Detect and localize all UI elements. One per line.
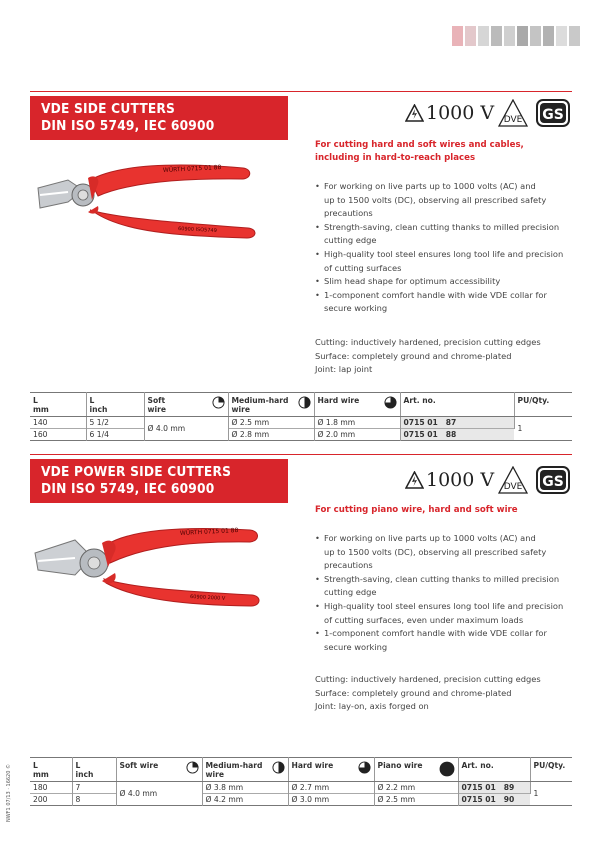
- table-row: [30, 782, 572, 794]
- product1-certifications: [405, 99, 570, 127]
- cell-soft-wire: Ø 4.0 mm: [116, 782, 202, 806]
- cell-hard-wire: Ø 1.8 mm: [314, 417, 400, 429]
- feature-item: [315, 532, 570, 573]
- col-medium-wire: Medium-hard wire: [228, 393, 314, 417]
- spec-line: Joint: lay-on, axis forged on: [315, 701, 429, 712]
- high-voltage-warning-icon: [405, 104, 424, 122]
- svg-text:DVE: DVE: [503, 482, 523, 492]
- col-art-no: Art. no.: [458, 758, 530, 782]
- cell-medium-wire: Ø 3.8 mm: [202, 782, 288, 794]
- feature-item: [315, 600, 570, 627]
- col-soft-wire: Soft wire: [116, 758, 202, 782]
- cell-l-mm: 200: [30, 794, 72, 806]
- feature-item: [315, 627, 570, 654]
- product1-title: VDE SIDE CUTTERS: [41, 101, 176, 117]
- product2-subtitle-line: For cutting piano wire, hard and soft wire: [315, 505, 518, 515]
- product2-title-banner: [30, 459, 288, 503]
- cell-medium-wire: Ø 4.2 mm: [202, 794, 288, 806]
- col-piano-wire: Piano wire: [374, 758, 458, 782]
- feature-line: • Slim head shape for optimum accessibility: [324, 276, 501, 287]
- col-l-mm: L mm: [30, 393, 86, 417]
- cell-hard-wire: Ø 3.0 mm: [288, 794, 374, 806]
- feature-line: of cutting surfaces, even under maximum loads: [324, 614, 524, 625]
- feature-line: • Strength-saving, clean cutting thanks to milled precision: [324, 573, 560, 584]
- cell-l-inch: 7: [72, 782, 116, 794]
- power-side-cutters-image: [30, 515, 270, 615]
- product2-table: [30, 757, 572, 806]
- feature-line: of cutting surfaces: [324, 262, 402, 273]
- feature-line: precautions: [324, 560, 373, 571]
- cell-piano-wire: Ø 2.5 mm: [374, 794, 458, 806]
- cell-piano-wire: Ø 2.2 mm: [374, 782, 458, 794]
- spec-line: Joint: lap joint: [315, 364, 373, 375]
- table-header-row: [30, 758, 572, 782]
- feature-line: up to 1500 volts (DC), observing all prescribed safety: [324, 546, 547, 557]
- feature-line: cutting edge: [324, 587, 377, 598]
- cell-pu-qty: 1: [514, 417, 572, 441]
- gs-mark-icon: [536, 466, 570, 494]
- col-pu-qty: PU/Qty.: [514, 393, 572, 417]
- gs-mark-icon: [536, 99, 570, 127]
- handle-print-2: 60900 2000 V: [189, 594, 226, 602]
- product2-certifications: [405, 466, 570, 494]
- cell-art-no: 0715 01 90: [458, 794, 530, 806]
- cell-soft-wire: Ø 4.0 mm: [144, 417, 228, 441]
- feature-line: • 1-component comfort handle with wide VDE collar for: [324, 628, 547, 639]
- cell-hard-wire: Ø 2.0 mm: [314, 429, 400, 441]
- cell-medium-wire: Ø 2.5 mm: [228, 417, 314, 429]
- product1-subtitle-line: For cutting hard and soft wires and cables,: [315, 140, 524, 150]
- col-medium-wire: Medium-hard wire: [202, 758, 288, 782]
- handle-print: WÜRTH 0715 01 88: [179, 526, 239, 537]
- feature-line: cutting edge: [324, 235, 377, 246]
- product2-title: VDE POWER SIDE CUTTERS: [41, 464, 232, 480]
- three-quarter-pie-icon: [384, 396, 397, 409]
- svg-text:GS: GS: [542, 474, 564, 490]
- cell-l-inch: 6 1/4: [86, 429, 144, 441]
- half-pie-icon: [272, 761, 285, 774]
- full-circle-icon: [439, 761, 455, 777]
- product1-title-banner: [30, 96, 288, 140]
- product1-table: [30, 392, 572, 441]
- brand-logo-blurred: [452, 26, 580, 46]
- feature-line: • 1-component comfort handle with wide VDE collar for: [324, 289, 547, 300]
- cell-l-mm: 140: [30, 417, 86, 429]
- table-row: [30, 417, 572, 429]
- feature-line: precautions: [324, 208, 373, 219]
- table-header-row: [30, 393, 572, 417]
- cell-l-mm: 160: [30, 429, 86, 441]
- product2-subtitle: [315, 504, 518, 517]
- cell-medium-wire: Ø 2.8 mm: [228, 429, 314, 441]
- feature-item: [315, 275, 570, 289]
- product1-subtitle: [315, 139, 524, 164]
- feature-line: • High-quality tool steel ensures long tool life and precision: [324, 600, 564, 611]
- voltage-rating: 1000 V: [426, 469, 495, 491]
- product1-feature-list: [315, 180, 570, 316]
- half-pie-icon: [298, 396, 311, 409]
- handle-print-2: 60900 ISO5749: [177, 226, 217, 235]
- feature-item: [315, 289, 570, 316]
- spec-line: Surface: completely ground and chrome-plated: [315, 687, 512, 698]
- three-quarter-pie-icon: [358, 761, 371, 774]
- cell-l-inch: 8: [72, 794, 116, 806]
- spec-line: Cutting: inductively hardened, precision cutting edges: [315, 337, 541, 347]
- feature-line: • High-quality tool steel ensures long tool life and precision: [324, 248, 564, 259]
- product2-standard: DIN ISO 5749, IEC 60900: [41, 481, 215, 497]
- product1-subtitle-line: including in hard-to-reach places: [315, 152, 476, 163]
- feature-line: secure working: [324, 303, 388, 314]
- feature-line: • Strength-saving, clean cutting thanks to milled precision: [324, 221, 560, 232]
- cell-pu-qty: 1: [530, 782, 572, 806]
- col-l-mm: L mm: [30, 758, 72, 782]
- col-pu-qty: PU/Qty.: [530, 758, 572, 782]
- feature-item: [315, 573, 570, 600]
- vde-mark-icon: [498, 466, 528, 494]
- spec-line: Surface: completely ground and chrome-plated: [315, 350, 512, 361]
- svg-text:DVE: DVE: [503, 115, 523, 125]
- col-l-inch: L inch: [86, 393, 144, 417]
- voltage-rating: 1000 V: [426, 102, 495, 124]
- section-divider: [30, 454, 572, 455]
- svg-text:GS: GS: [542, 107, 564, 123]
- cell-hard-wire: Ø 2.7 mm: [288, 782, 374, 794]
- col-l-inch: L inch: [72, 758, 116, 782]
- footer-code: NWF1 07/13 · 16620 ©: [6, 763, 12, 822]
- col-hard-wire: Hard wire: [314, 393, 400, 417]
- cell-art-no: 0715 01 89: [458, 782, 530, 794]
- high-voltage-warning-icon: [405, 471, 424, 489]
- cell-art-no: 0715 01 87: [400, 417, 514, 429]
- feature-item: [315, 221, 570, 248]
- feature-line: • For working on live parts up to 1000 volts (AC) and: [324, 533, 536, 543]
- cell-l-mm: 180: [30, 782, 72, 794]
- handle-print: WÜRTH 0715 01 88: [162, 163, 222, 174]
- feature-line: • For working on live parts up to 1000 volts (AC) and: [324, 181, 536, 191]
- product1-standard: DIN ISO 5749, IEC 60900: [41, 118, 215, 134]
- product2-feature-list: [315, 532, 570, 654]
- col-art-no: Art. no.: [400, 393, 514, 417]
- product1-specs: [315, 336, 541, 377]
- vde-mark-icon: [498, 99, 528, 127]
- spec-line: Cutting: inductively hardened, precision cutting edges: [315, 674, 541, 684]
- quarter-pie-icon: [212, 396, 225, 409]
- feature-line: secure working: [324, 641, 388, 652]
- cell-l-inch: 5 1/2: [86, 417, 144, 429]
- section-divider: [30, 91, 572, 92]
- product2-specs: [315, 673, 541, 714]
- feature-line: up to 1500 volts (DC), observing all prescribed safety: [324, 194, 547, 205]
- feature-item: [315, 248, 570, 275]
- table-row: [30, 429, 572, 441]
- feature-item: [315, 180, 570, 221]
- col-hard-wire: Hard wire: [288, 758, 374, 782]
- quarter-pie-icon: [186, 761, 199, 774]
- table-row: [30, 794, 572, 806]
- side-cutters-image: [28, 150, 268, 250]
- cell-art-no: 0715 01 88: [400, 429, 514, 441]
- col-soft-wire: Soft wire: [144, 393, 228, 417]
